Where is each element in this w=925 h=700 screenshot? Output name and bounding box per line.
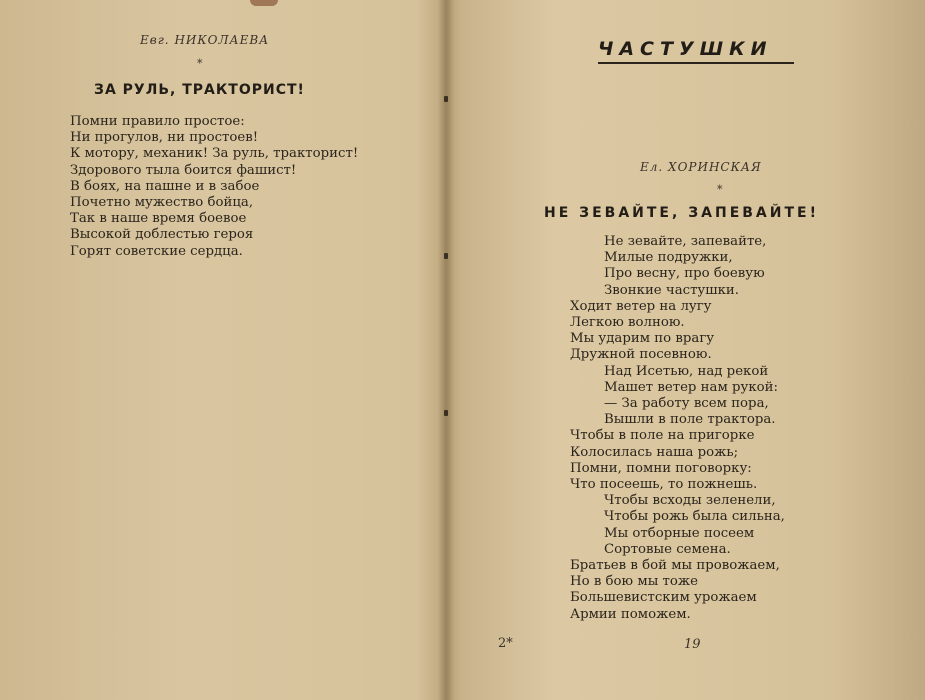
poem-line: Ходит ветер на лугу [570,298,712,314]
poem-line: Что посеешь, то пожнешь. [570,477,758,493]
right-author: Ел. ХОРИНСКАЯ [640,160,762,174]
right-page [448,0,925,700]
poem-line: Про весну, про боевую [604,266,765,282]
section-title-underline [598,62,794,64]
poem-line: Высокой доблестью героя [70,227,254,243]
right-star-ornament: * [717,183,723,196]
left-poem-text [70,114,358,260]
poem-line: Помни, помни поговорку: [570,460,752,476]
poem-line: Мы отборные посеем [604,525,755,541]
poem-line: Так в наше время боевое [70,211,247,227]
poem-line: Легкою волною. [570,315,685,331]
poem-line: Чтобы всходы зеленели, [604,493,776,509]
poem-line: Над Исетью, над рекой [604,363,769,379]
poem-line: В боях, на пашне и в забое [70,178,260,194]
poem-line: Большевистским урожаем [570,590,757,606]
poem-line: Почетно мужество бойца, [70,195,254,211]
poem-line: Чтобы в поле на пригорке [570,428,755,444]
poem-line: Сортовые семена. [604,541,731,557]
poem-line: Ни прогулов, ни простоев! [70,130,259,146]
poem-line: Братьев в бой мы провожаем, [570,558,780,574]
section-title: ЧАСТУШКИ [598,38,773,60]
poem-line: — За работу всем пора, [604,396,769,412]
poem-line: Вышли в поле трактора. [604,412,776,428]
poem-line: Дружной посевною. [570,347,712,363]
poem-line: Чтобы рожь была сильна, [604,509,785,525]
poem-line: Помни правило простое: [70,114,245,129]
left-author: Евг. НИКОЛАЕВА [140,33,270,47]
poem-line: К мотору, механик! За руль, тракторист! [70,146,359,162]
poem-line: Звонкие частушки. [604,282,740,298]
poem-line: Но в бою мы тоже [570,574,698,590]
signature-mark: 2* [498,636,513,651]
right-poem-text [570,234,785,623]
poem-line: Горят советские сердца. [70,243,243,259]
right-poem-title: НЕ ЗЕВАЙТЕ, ЗАПЕВАЙТЕ! [544,205,819,221]
page-number: 19 [684,637,701,652]
poem-line: Милые подружки, [604,250,733,266]
poem-line: Здорового тыла боится фашист! [70,162,297,178]
poem-line: Колосилась наша рожь; [570,444,739,460]
poem-line: Армии поможем. [570,606,691,622]
poem-line: Не зевайте, запевайте, [604,234,767,249]
poem-line: Машет ветер нам рукой: [604,379,779,395]
left-poem-title: ЗА РУЛЬ, ТРАКТОРИСТ! [94,82,305,98]
poem-line: Мы ударим по врагу [570,331,715,347]
left-star-ornament: * [197,57,203,70]
